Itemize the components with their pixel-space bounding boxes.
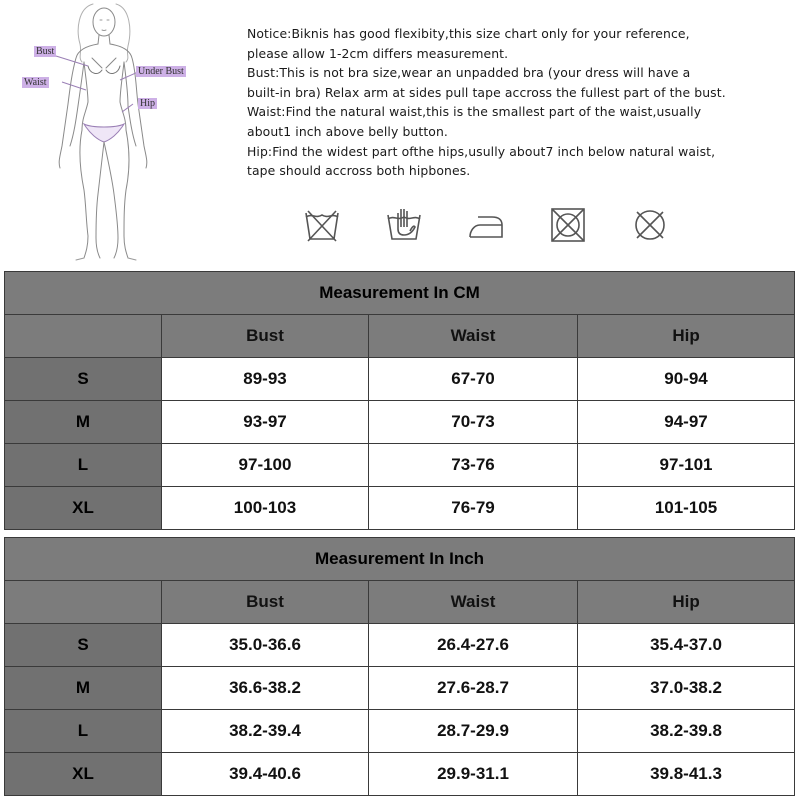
header-waist: Waist xyxy=(369,581,578,624)
hip-value: 90-94 xyxy=(578,358,795,401)
size-cell: S xyxy=(5,624,162,667)
notice-line: about1 inch above belly button. xyxy=(247,123,448,139)
bust-value: 93-97 xyxy=(162,401,369,444)
header-hip: Hip xyxy=(578,315,795,358)
bust-value: 97-100 xyxy=(162,444,369,487)
body-figure-illustration xyxy=(18,0,218,262)
notice-line: built-in bra) Relax arm at sides pull tape accross the fullest part of the bust. xyxy=(247,84,726,100)
bust-label: Bust xyxy=(36,46,55,57)
no-wash-icon xyxy=(302,205,342,245)
header-hip: Hip xyxy=(578,581,795,624)
hip-value: 101-105 xyxy=(578,487,795,530)
no-dry-clean-icon xyxy=(630,205,670,245)
hip-value: 37.0-38.2 xyxy=(578,667,795,710)
hip-value: 38.2-39.8 xyxy=(578,710,795,753)
hip-value: 35.4-37.0 xyxy=(578,624,795,667)
table-row xyxy=(5,624,795,667)
hip-value: 94-97 xyxy=(578,401,795,444)
notice-line: Waist:Find the natural waist,this is the smallest part of the waist,usually xyxy=(247,104,702,120)
bust-value: 100-103 xyxy=(162,487,369,530)
waist-value: 27.6-28.7 xyxy=(369,667,578,710)
size-cell: M xyxy=(5,401,162,444)
header-bust: Bust xyxy=(162,315,369,358)
woman-silhouette-icon xyxy=(18,0,218,262)
notice-line: tape should accross both hipbones. xyxy=(247,163,471,179)
table-title: Measurement In CM xyxy=(5,272,795,315)
bust-value: 36.6-38.2 xyxy=(162,667,369,710)
waist-value: 76-79 xyxy=(369,487,578,530)
size-cell: L xyxy=(5,710,162,753)
header-empty xyxy=(5,315,162,358)
size-table-inch xyxy=(4,537,795,796)
bust-value: 39.4-40.6 xyxy=(162,753,369,796)
size-cell: L xyxy=(5,444,162,487)
size-cell: XL xyxy=(5,487,162,530)
hip-value: 97-101 xyxy=(578,444,795,487)
notice-line: Hip:Find the widest part ofthe hips,usully about7 inch below natural waist, xyxy=(247,143,716,159)
hip-value: 39.8-41.3 xyxy=(578,753,795,796)
size-cell: M xyxy=(5,667,162,710)
waist-value: 28.7-29.9 xyxy=(369,710,578,753)
waist-value: 29.9-31.1 xyxy=(369,753,578,796)
table-row xyxy=(5,710,795,753)
iron-icon xyxy=(466,205,506,245)
care-instructions xyxy=(300,205,680,249)
table-row xyxy=(5,487,795,530)
size-cell: S xyxy=(5,358,162,401)
size-cell: XL xyxy=(5,753,162,796)
waist-value: 73-76 xyxy=(369,444,578,487)
waist-label: Waist xyxy=(24,77,47,88)
header-empty xyxy=(5,581,162,624)
hip-label: Hip xyxy=(140,98,155,109)
header-waist: Waist xyxy=(369,315,578,358)
no-tumble-dry-icon xyxy=(548,205,588,245)
bust-value: 38.2-39.4 xyxy=(162,710,369,753)
header-bust: Bust xyxy=(162,581,369,624)
table-row xyxy=(5,753,795,796)
table-row xyxy=(5,401,795,444)
table-title: Measurement In Inch xyxy=(5,538,795,581)
table-row xyxy=(5,667,795,710)
under-bust-label: Under Bust xyxy=(138,66,184,77)
bust-value: 35.0-36.6 xyxy=(162,624,369,667)
waist-value: 26.4-27.6 xyxy=(369,624,578,667)
table-row xyxy=(5,444,795,487)
size-table-cm xyxy=(4,271,795,530)
table-row xyxy=(5,358,795,401)
waist-value: 67-70 xyxy=(369,358,578,401)
bust-value: 89-93 xyxy=(162,358,369,401)
waist-value: 70-73 xyxy=(369,401,578,444)
notice-line: Bust:This is not bra size,wear an unpadded bra (your dress will have a xyxy=(247,65,691,81)
notice-line: please allow 1-2cm differs measurement. xyxy=(247,45,509,61)
hand-wash-icon xyxy=(384,205,424,245)
measurement-notice xyxy=(247,24,787,181)
notice-line: Notice:Biknis has good flexibity,this size chart only for your reference, xyxy=(247,26,690,41)
